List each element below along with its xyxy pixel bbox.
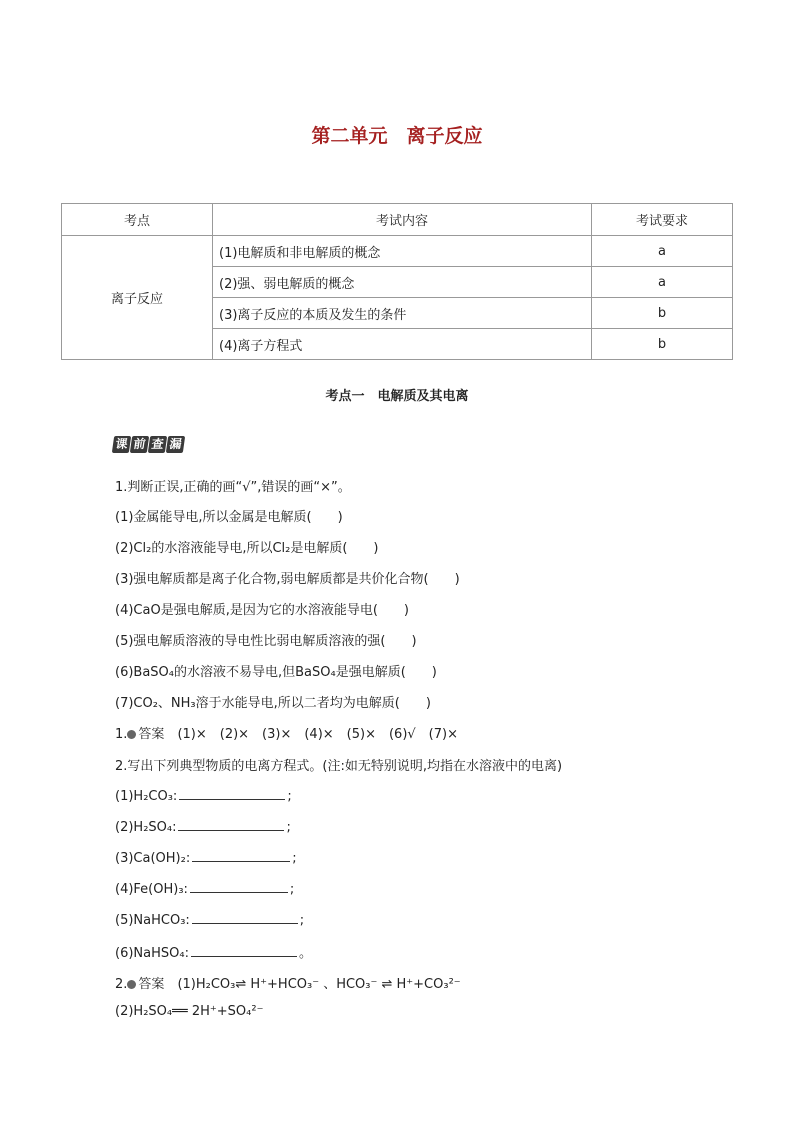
q1-item: (3)强电解质都是离子化合物,弱电解质都是共价化合物( ) [115, 572, 460, 587]
question-2-prompt: 2.写出下列典型物质的电离方程式。(注:如无特别说明,均指在水溶液中的电离) [115, 759, 563, 774]
answer-blank [192, 911, 298, 924]
q2-item-end: ; [287, 789, 292, 804]
topic-cell: 离子反应 [62, 236, 213, 360]
level-cell: b [592, 329, 733, 360]
q2-item-label: (2)H₂SO₄: [115, 820, 177, 835]
badge-char: 查 [148, 436, 167, 453]
q1-item: (4)CaO是强电解质,是因为它的水溶液能导电( ) [115, 603, 409, 618]
answer-marker-icon [127, 980, 136, 989]
q1-item: (1)金属能导电,所以金属是电解质( ) [115, 510, 343, 525]
page-title: 第二单元 离子反应 [311, 125, 483, 147]
answer-blank [190, 880, 288, 893]
content-cell: (2)强、弱电解质的概念 [213, 267, 592, 298]
answer-number: 1. [115, 727, 128, 742]
q2-item [115, 880, 294, 897]
q2-item-end: ; [289, 882, 295, 897]
q2-item-end: 。 [298, 946, 312, 961]
review-badge [113, 436, 185, 453]
exam-requirements-table [61, 203, 733, 360]
answer-text: (1)H₂CO₃⇌ H⁺+HCO₃⁻ 、HCO₃⁻ ⇌ H⁺+CO₃²⁻ [177, 977, 461, 992]
content-cell: (4)离子方程式 [213, 329, 592, 360]
q2-item-label: (1)H₂CO₃: [115, 789, 178, 804]
q2-item-label: (5)NaHCO₃: [115, 913, 190, 928]
content-cell: (3)离子反应的本质及发生的条件 [213, 298, 592, 329]
q2-item-end: ; [286, 820, 291, 835]
q2-item [115, 818, 291, 835]
table-header-row [62, 204, 733, 236]
section-title: 考点一 电解质及其电离 [325, 389, 469, 404]
q2-item-end: ; [299, 913, 305, 928]
q1-item: (7)CO₂、NH₃溶于水能导电,所以二者均为电解质( ) [115, 696, 431, 711]
badge-char: 课 [112, 436, 131, 453]
header-topic: 考点 [62, 204, 213, 236]
badge-char: 漏 [166, 436, 185, 453]
q2-item-label: (6)NaHSO₄: [115, 946, 189, 961]
question-1-prompt: 1.判断正误,正确的画“√”,错误的画“×”。 [115, 480, 351, 495]
q1-item: (2)Cl₂的水溶液能导电,所以Cl₂是电解质( ) [115, 541, 379, 556]
answer-blank [178, 818, 284, 831]
answer-label: 答案 [138, 727, 165, 742]
answer-blank [191, 944, 297, 957]
answer-marker-icon [127, 730, 136, 739]
answer-blank [179, 787, 285, 800]
q2-item-label: (3)Ca(OH)₂: [115, 851, 191, 866]
q2-item [115, 787, 292, 804]
answer-number: 2. [115, 977, 128, 992]
answer-text: (1)× (2)× (3)× (4)× (5)× (6)√ (7)× [177, 727, 458, 742]
level-cell: a [592, 267, 733, 298]
answer-blank [192, 849, 290, 862]
q2-answer [115, 973, 461, 992]
q1-answer [115, 723, 458, 742]
q1-item: (6)BaSO₄的水溶液不易导电,但BaSO₄是强电解质( ) [115, 665, 437, 680]
q2-item [115, 942, 312, 961]
header-requirement: 考试要求 [592, 204, 733, 236]
answer-label: 答案 [138, 977, 165, 992]
q2-item-end: ; [292, 851, 297, 866]
q2-item-label: (4)Fe(OH)₃: [115, 882, 188, 897]
header-content: 考试内容 [213, 204, 592, 236]
q1-item: (5)强电解质溶液的导电性比弱电解质溶液的强( ) [115, 634, 417, 649]
q2-answer-line-2: (2)H₂SO₄══ 2H⁺+SO₄²⁻ [115, 1004, 264, 1019]
q2-item [115, 849, 297, 866]
content-cell: (1)电解质和非电解质的概念 [213, 236, 592, 267]
level-cell: b [592, 298, 733, 329]
badge-char: 前 [130, 436, 149, 453]
table-row [62, 236, 733, 267]
level-cell: a [592, 236, 733, 267]
q2-item [115, 911, 304, 928]
